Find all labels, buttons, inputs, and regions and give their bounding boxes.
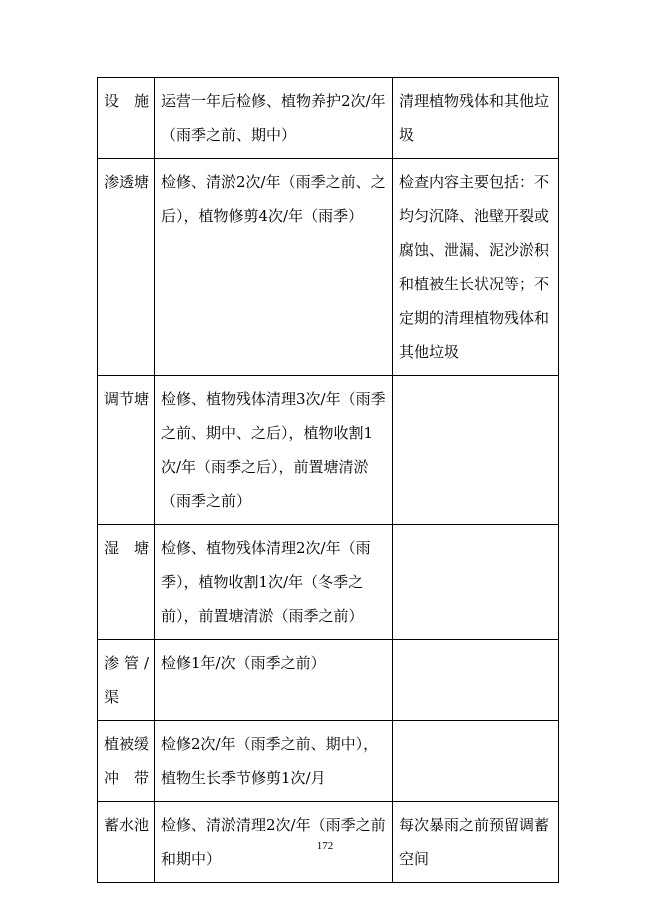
table-row — [98, 721, 559, 802]
maintenance-frequency-cell: 检修1年/次（雨季之前） — [155, 640, 393, 721]
facility-name-cell: 设施 — [98, 78, 155, 159]
facility-name-cell: 渗管/渠 — [98, 640, 155, 721]
page-number: 172 — [316, 840, 334, 852]
facility-name-cell: 蓄水池 — [98, 802, 155, 883]
facility-name-cell: 渗透塘 — [98, 159, 155, 376]
maintenance-note-cell: 清理植物残体和其他垃圾 — [393, 78, 559, 159]
maintenance-frequency-cell: 检修、植物残体清理2次/年（雨季），植物收割1次/年（冬季之前），前置塘清淤（雨季之前） — [155, 525, 393, 640]
maintenance-note-cell: 每次暴雨之前预留调蓄空间 — [393, 802, 559, 883]
maintenance-note-cell — [393, 376, 559, 525]
maintenance-note-cell — [393, 640, 559, 721]
maintenance-note-cell: 检查内容主要包括：不均匀沉降、池壁开裂或腐蚀、泄漏、泥沙淤积和植被生长状况等；不定期的清理植物残体和其他垃圾 — [393, 159, 559, 376]
maintenance-frequency-cell: 运营一年后检修、植物养护2次/年（雨季之前、期中） — [155, 78, 393, 159]
maintenance-frequency-cell: 检修、植物残体清理3次/年（雨季之前、期中、之后），植物收割1次/年（雨季之后），前置塘清淤（雨季之前） — [155, 376, 393, 525]
maintenance-frequency-cell: 检修2次/年（雨季之前、期中），植物生长季节修剪1次/月 — [155, 721, 393, 802]
maintenance-note-cell — [393, 525, 559, 640]
facility-name-cell: 调节塘 — [98, 376, 155, 525]
facility-name-cell: 湿塘 — [98, 525, 155, 640]
table-row — [98, 78, 559, 159]
maintenance-frequency-cell: 检修、清淤2次/年（雨季之前、之后），植物修剪4次/年（雨季） — [155, 159, 393, 376]
maintenance-table — [97, 77, 559, 883]
table-row — [98, 640, 559, 721]
maintenance-frequency-cell: 检修、清淤清理2次/年（雨季之前和期中） — [155, 802, 393, 883]
maintenance-note-cell — [393, 721, 559, 802]
table-row — [98, 159, 559, 376]
table-row — [98, 525, 559, 640]
table-row — [98, 376, 559, 525]
facility-name-cell: 植被缓冲带 — [98, 721, 155, 802]
